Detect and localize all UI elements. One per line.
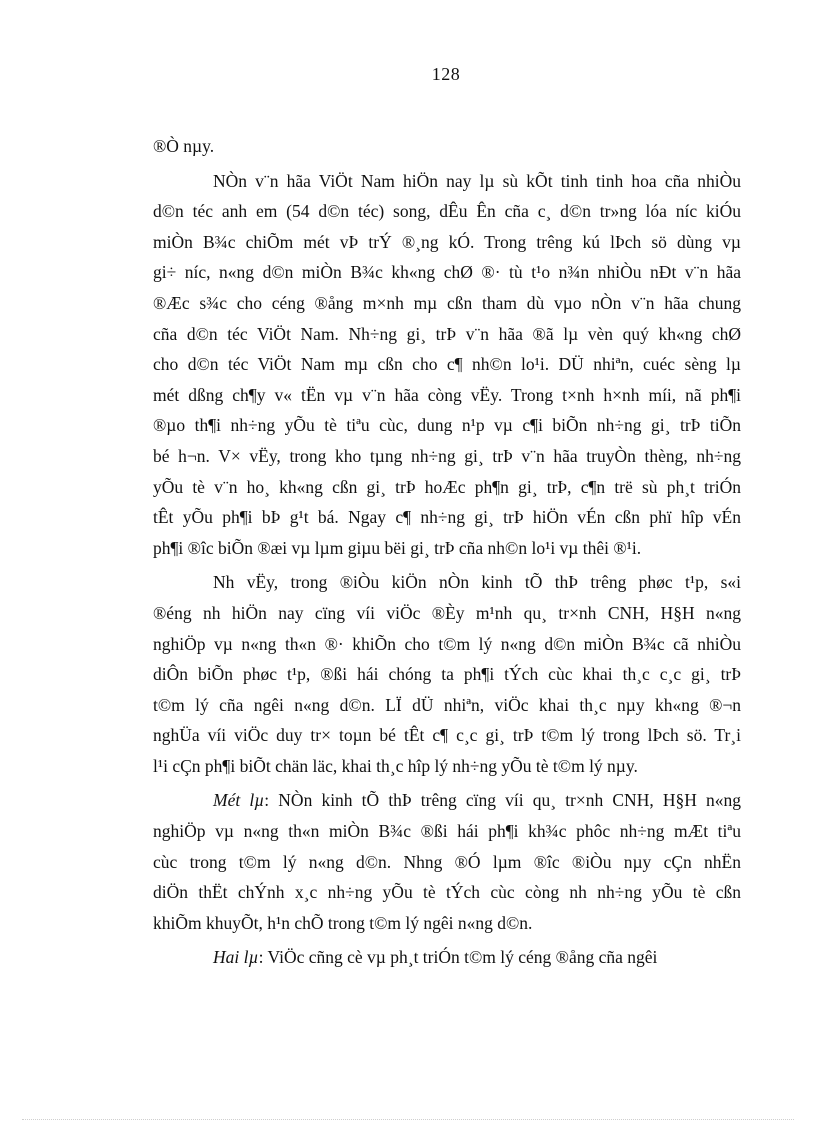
paragraph (153, 131, 741, 162)
text-line: yÕu tè v¨n ho¸ kh«ng cßn gi¸ trÞ hoÆc ph¶n gi¸ trÞ, c¶n trë sù ph¸t triÓn (153, 476, 741, 497)
text-line (153, 942, 741, 973)
text-line: ph¶i ®îc biÕn ®æi vµ lµm giµu bëi gi¸ trÞ cña nh©n lo¹i vµ thêi ®¹i. (153, 537, 642, 558)
text-line: cña d©n téc ViÖt Nam. Nh÷ng gi¸ trÞ v¨n hãa ®ã lµ vèn quý kh«ng chØ (153, 323, 741, 344)
text-line: ®µo th¶i nh÷ng yÕu tè tiªu cùc, dung n¹p vµ c¶i biÕn nh÷ng gi¸ trÞ tiÕn (153, 415, 741, 436)
text-line: t©m lý cña ngêi n«ng d©n. LÏ dÜ nhiªn, viÖc khai th¸c nµy kh«ng ®¬n (153, 694, 741, 715)
text-line: d©n téc anh em (54 d©n téc) song, dÊu Ên cña c¸ d©n tr»ng lóa níc kiÓu (153, 201, 741, 222)
text-line: cho d©n téc ViÖt Nam mµ cßn cho c¶ nh©n lo¹i. DÜ nhiªn, cuéc sèng lµ (153, 354, 741, 375)
paragraph (153, 166, 741, 564)
page-number: 128 (431, 64, 461, 84)
text-line: miÒn B¾c chiÕm mét vÞ trÝ ®¸ng kÓ. Trong trêng kú lÞch sö dùng vµ (153, 231, 741, 252)
text-line: khiÕm khuyÕt, h¹n chÕ trong t©m lý ngêi n«ng d©n. (153, 912, 533, 933)
text-line: ®Ò nµy. (153, 136, 215, 156)
text-line: nghÜa víi viÖc duy tr× toµn bé tÊt c¶ c¸c gi¸ trÞ t©m lý trong lÞch sö. Tr¸i (153, 725, 741, 746)
paragraph (153, 567, 741, 781)
text-line: Nh vËy, trong ®iÒu kiÖn nÒn kinh tÕ thÞ trêng phøc t¹p, s«i (213, 572, 741, 593)
text-line: ®Æc s¾c cho céng ®ång m×nh mµ cßn tham dù vµo nÒn v¨n hãa chung (153, 292, 741, 313)
text-line-content: : ViÖc cñng cè vµ ph¸t triÓn t©m lý céng ®ång cña ngêi (258, 947, 658, 968)
text-line: nghiÖp vµ n«ng th«n ®· khiÕn cho t©m lý n«ng d©n miÒn B¾c cã nhiÒu (153, 633, 741, 654)
text-line: diÖn thËt chÝnh x¸c nh÷ng yÕu tè tÝch cùc còng nh nh÷ng yÕu tè cßn (153, 882, 741, 903)
paragraph (153, 942, 741, 973)
page-bottom-divider (22, 1119, 794, 1120)
paragraph-label: Hai lµ (213, 947, 259, 968)
text-line: diÔn biÕn phøc t¹p, ®ßi hái chóng ta ph¶i tÝch cùc khai th¸c c¸c gi¸ trÞ (153, 664, 741, 685)
paragraph-label: Mét lµ (213, 790, 265, 811)
text-line: l¹i cÇn ph¶i biÕt chän läc, khai th¸c hîp lý nh÷ng yÕu tè t©m lý nµy. (153, 755, 638, 776)
body-text (153, 131, 741, 973)
text-line (153, 785, 741, 816)
text-line: cùc trong t©m lý n«ng d©n. Nhng ®Ó lµm ®îc ®iÒu nµy cÇn nhËn (153, 851, 741, 872)
text-line-content: : NÒn kinh tÕ thÞ trêng cïng víi qu¸ tr×nh CNH, H§H n«ng (264, 790, 741, 811)
text-line: bé h¬n. V× vËy, trong kho tµng nh÷ng gi¸ trÞ v¨n hãa truyÒn thèng, nh÷ng (153, 445, 741, 466)
text-line: mét dßng ch¶y v« tËn vµ v¨n hãa còng vËy. Trong t×nh h×nh míi, nã ph¶i (153, 384, 741, 405)
text-line: ®éng nh hiÖn nay cïng víi viÖc ®Èy m¹nh qu¸ tr×nh CNH, H§H n«ng (153, 602, 741, 623)
text-line: NÒn v¨n hãa ViÖt Nam hiÖn nay lµ sù kÕt tinh tinh hoa cña nhiÒu (213, 170, 741, 191)
paragraph (153, 785, 741, 938)
text-line: gi÷ níc, n«ng d©n miÒn B¾c kh«ng chØ ®· tù t¹o n¾n nhiÒu nÐt v¨n hãa (153, 262, 741, 283)
text-line: nghiÖp vµ n«ng th«n miÒn B¾c ®ßi hái ph¶i kh¾c phôc nh÷ng mÆt tiªu (153, 821, 741, 842)
text-line: tÊt yÕu ph¶i bÞ g¹t bá. Ngay c¶ nh÷ng gi¸ trÞ hiÖn vÉn cßn phï hîp vÉn (153, 507, 741, 528)
